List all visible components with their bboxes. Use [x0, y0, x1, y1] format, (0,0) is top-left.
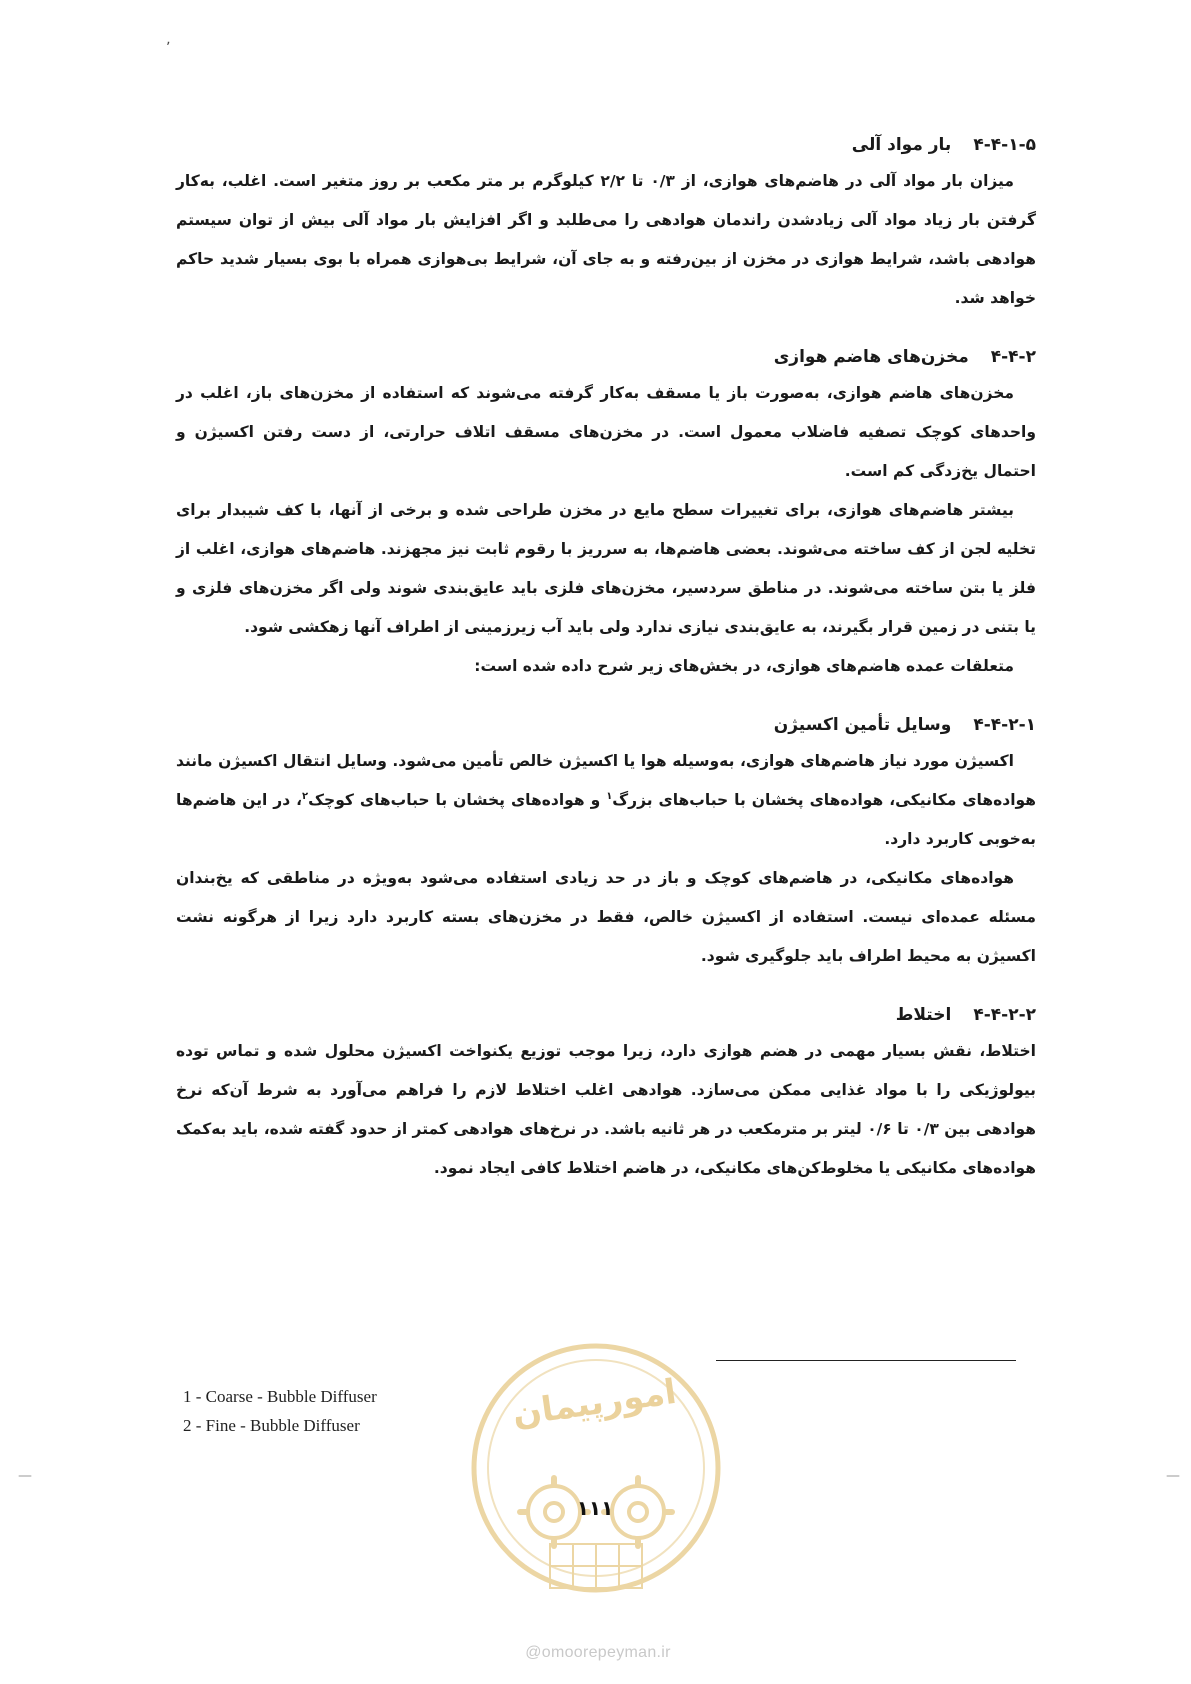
section-heading	[176, 340, 1036, 374]
paragraph: مخزن‌های هاضم هوازی، به‌صورت باز یا مسقف به‌کار گرفته می‌شوند که استفاده از مخزن‌های باز، اغلب در واحدهای کوچک تصفیه فاضلاب معمول است. در مخزن‌های مسقف اتلاف حرارتی، از دست رفتن اکسیژن و احتمال یخ‌زدگی کم است.	[176, 384, 1036, 480]
paragraph-text: و هواده‌های پخشان با حباب‌های کوچک	[308, 791, 607, 809]
section-number: ۴-۴-۲	[990, 347, 1036, 367]
section-number: ۴-۴-۲-۲	[973, 1005, 1036, 1025]
section-digester-tanks	[176, 340, 1036, 686]
section-organic-load	[176, 128, 1036, 318]
watermark-logo-text: امورپیمان	[510, 1371, 679, 1435]
scan-mark: —	[18, 1468, 32, 1484]
section-heading	[176, 708, 1036, 742]
section-oxygen-supply	[176, 708, 1036, 976]
section-number: ۴-۴-۲-۱	[973, 715, 1036, 735]
watermark-site: @omoorepeyman.ir	[525, 1644, 671, 1661]
footnote-ref: ۱	[606, 790, 613, 802]
paragraph: هواده‌های مکانیکی، در هاضم‌های کوچک و باز در حد زیادی استفاده می‌شود به‌ویژه در مناطقی که یخ‌بندان مسئله عمده‌ای نیست. استفاده از اکسیژن خالص، فقط در مخزن‌های بسته کاربرد دارد زیرا از هرگونه نشت اکسیژن به محیط اطراف باید جلوگیری شود.	[176, 869, 1036, 965]
footnote-ref: ۲	[302, 790, 309, 802]
section-title: وسایل تأمین اکسیژن	[773, 715, 952, 735]
footnotes	[183, 1382, 377, 1440]
watermark-logo	[466, 1336, 726, 1636]
section-title: بار مواد آلی	[851, 135, 952, 155]
paragraph	[176, 742, 1036, 859]
section-title: اختلاط	[895, 1005, 952, 1025]
paragraph: میزان بار مواد آلی در هاضم‌های هوازی، از ۰/۳ تا ۲/۲ کیلوگرم بر متر مکعب بر روز متغیر است. اغلب، به‌کار گرفتن بار زیاد مواد آلی زیادشدن راندمان هوادهی را می‌طلبد و اگر افزایش بار مواد آلی بیش از توان سیستم هوادهی باشد، شرایط هوازی در مخزن از بین‌رفته و به جای آن، شرایط بی‌هوازی همراه با بوی بسیار شدید حاکم خواهد شد.	[176, 172, 1036, 307]
section-title: مخزن‌های هاضم هوازی	[773, 347, 969, 367]
scan-mark: ʼ	[166, 40, 171, 56]
paragraph: بیشتر هاضم‌های هوازی، برای تغییرات سطح مایع در مخزن طراحی شده و برخی از آنها، با کف شیبدار برای تخلیه لجن از کف ساخته می‌شوند. بعضی هاضم‌ها، به سرریز با رقوم ثابت نیز مجهزند. هاضم‌های هوازی، اغلب از فلز یا بتن ساخته می‌شوند. در مناطق سردسیر، مخزن‌های فلزی باید عایق‌بندی شوند ولی اگر مخزن‌های فلزی و یا بتنی در زمین قرار بگیرند، به عایق‌بندی نیازی ندارد ولی باید آب زیرزمینی از اطراف آنها زهکشی شود.	[176, 501, 1036, 636]
page-number: ۱۱۱	[576, 1496, 614, 1520]
section-heading	[176, 128, 1036, 162]
scan-mark: —	[1166, 1468, 1180, 1484]
paragraph-text: اکسیژن مورد نیاز هاضم‌های هوازی، به‌وسیله هوا یا اکسیژن خالص تأمین می‌شود. وسایل انتقال اکسیژن مانند هواده‌های مکانیکی، هواده‌های پخشان با حباب‌های بزرگ	[176, 752, 1036, 809]
footnote-2: 2 - Fine - Bubble Diffuser	[183, 1416, 360, 1435]
grid-icon	[550, 1544, 642, 1588]
section-number: ۴-۴-۱-۵	[973, 135, 1036, 155]
section-mixing	[176, 998, 1036, 1188]
document-body	[176, 128, 1036, 1188]
section-heading	[176, 998, 1036, 1032]
footnote-divider	[716, 1360, 1016, 1361]
paragraph: اختلاط، نقش بسیار مهمی در هضم هوازی دارد، زیرا موجب توزیع یکنواخت اکسیژن محلول شده و تماس توده بیولوژیکی را با مواد غذایی ممکن می‌سازد. هوادهی اغلب اختلاط لازم را فراهم می‌آورد به شرط آن‌که نرخ هوادهی بین ۰/۳ تا ۰/۶ لیتر بر مترمکعب در هر ثانیه باشد. در نرخ‌های هوادهی کمتر از حدود گفته شده، باید به‌کمک هواده‌های مکانیکی یا مخلوط‌کن‌های مکانیکی، در هاضم اختلاط کافی ایجاد نمود.	[176, 1042, 1036, 1177]
paragraph-text: ، در این هاضم‌ها به‌خوبی کاربرد دارد.	[176, 791, 1036, 848]
footnote-1: 1 - Coarse - Bubble Diffuser	[183, 1387, 377, 1406]
paragraph: متعلقات عمده هاضم‌های هوازی، در بخش‌های زیر شرح داده شده است:	[474, 657, 1014, 675]
